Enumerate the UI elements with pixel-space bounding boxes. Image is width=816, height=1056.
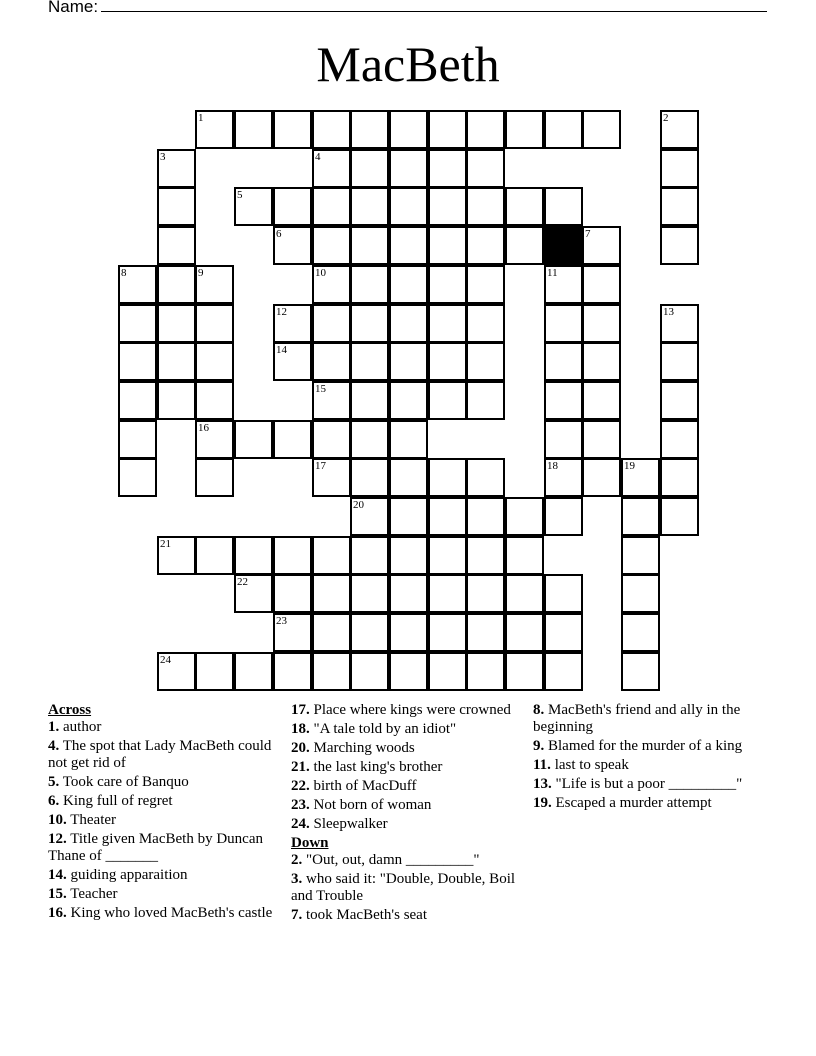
clue-text: Not born of woman bbox=[309, 797, 432, 813]
answer-cell[interactable] bbox=[466, 265, 505, 304]
clue-text: Teacher bbox=[66, 886, 118, 902]
clue-number: 21 bbox=[160, 538, 171, 550]
answer-cell[interactable] bbox=[389, 613, 428, 652]
clue-number: 5 bbox=[237, 189, 243, 201]
answer-cell[interactable] bbox=[466, 226, 505, 265]
answer-cell[interactable] bbox=[312, 226, 351, 265]
answer-cell[interactable] bbox=[157, 342, 196, 381]
clue-text: Marching woods bbox=[309, 740, 415, 756]
clue-cell-10[interactable] bbox=[312, 265, 351, 304]
answer-cell[interactable] bbox=[157, 187, 196, 226]
answer-cell[interactable] bbox=[544, 652, 583, 691]
answer-cell[interactable] bbox=[350, 536, 389, 575]
answer-cell[interactable] bbox=[544, 381, 583, 420]
clue-number: 18. bbox=[291, 721, 310, 737]
answer-cell[interactable] bbox=[466, 613, 505, 652]
clue-number: 9 bbox=[198, 267, 204, 279]
answer-cell[interactable] bbox=[505, 226, 544, 265]
answer-cell[interactable] bbox=[273, 110, 312, 149]
clue-cell-1[interactable] bbox=[195, 110, 234, 149]
answer-cell[interactable] bbox=[428, 226, 467, 265]
clue-number: 13. bbox=[533, 776, 552, 792]
answer-cell[interactable] bbox=[621, 574, 660, 613]
answer-cell[interactable] bbox=[157, 304, 196, 343]
down-clue-list-cont bbox=[533, 702, 773, 812]
answer-cell[interactable] bbox=[544, 613, 583, 652]
answer-cell[interactable] bbox=[428, 149, 467, 188]
clue-cell-15[interactable] bbox=[312, 381, 351, 420]
clue-cell-18[interactable] bbox=[544, 458, 583, 497]
clue-number: 2 bbox=[663, 112, 669, 124]
answer-cell[interactable] bbox=[389, 536, 428, 575]
clue-item bbox=[533, 776, 773, 793]
answer-cell[interactable] bbox=[389, 265, 428, 304]
clue-item bbox=[533, 702, 773, 736]
clue-number: 2. bbox=[291, 852, 303, 868]
answer-cell[interactable] bbox=[350, 613, 389, 652]
clue-number: 3. bbox=[291, 871, 303, 887]
answer-cell[interactable] bbox=[428, 652, 467, 691]
clue-text: "Life is but a poor _________" bbox=[551, 776, 743, 792]
answer-cell[interactable] bbox=[273, 420, 312, 459]
answer-cell[interactable] bbox=[544, 187, 583, 226]
answer-cell[interactable] bbox=[389, 652, 428, 691]
across-clue-list bbox=[48, 719, 273, 922]
clue-number: 24 bbox=[160, 654, 171, 666]
clue-item bbox=[48, 831, 273, 865]
answer-cell[interactable] bbox=[350, 652, 389, 691]
clue-number: 8 bbox=[121, 267, 127, 279]
clue-number: 23. bbox=[291, 797, 310, 813]
answer-cell[interactable] bbox=[428, 458, 467, 497]
answer-cell[interactable] bbox=[505, 497, 544, 536]
clue-cell-12[interactable] bbox=[273, 304, 312, 343]
answer-cell[interactable] bbox=[660, 420, 699, 459]
answer-cell[interactable] bbox=[660, 149, 699, 188]
answer-cell[interactable] bbox=[350, 458, 389, 497]
clue-text: author bbox=[59, 719, 102, 735]
clue-number: 21. bbox=[291, 759, 310, 775]
clue-item bbox=[48, 886, 273, 903]
clue-item bbox=[291, 721, 519, 738]
clue-number: 6. bbox=[48, 793, 60, 809]
clue-number: 14. bbox=[48, 867, 67, 883]
answer-cell[interactable] bbox=[234, 110, 273, 149]
clue-item bbox=[291, 852, 519, 869]
answer-cell[interactable] bbox=[621, 497, 660, 536]
across-clue-list-cont bbox=[291, 702, 519, 833]
answer-cell[interactable] bbox=[466, 652, 505, 691]
clue-cell-6[interactable] bbox=[273, 226, 312, 265]
clue-text: "A tale told by an idiot" bbox=[309, 721, 457, 737]
clue-number: 8. bbox=[533, 702, 545, 718]
clue-cell-8[interactable] bbox=[118, 265, 157, 304]
answer-cell[interactable] bbox=[195, 652, 234, 691]
answer-cell[interactable] bbox=[660, 497, 699, 536]
answer-cell[interactable] bbox=[466, 342, 505, 381]
answer-cell[interactable] bbox=[389, 574, 428, 613]
answer-cell[interactable] bbox=[234, 652, 273, 691]
answer-cell[interactable] bbox=[389, 304, 428, 343]
answer-cell[interactable] bbox=[234, 420, 273, 459]
clue-number: 11 bbox=[547, 267, 558, 279]
clue-cell-2[interactable] bbox=[660, 110, 699, 149]
answer-cell[interactable] bbox=[389, 187, 428, 226]
clue-cell-16[interactable] bbox=[195, 420, 234, 459]
clue-item bbox=[533, 738, 773, 755]
answer-cell[interactable] bbox=[389, 458, 428, 497]
answer-cell[interactable] bbox=[195, 304, 234, 343]
answer-cell[interactable] bbox=[312, 420, 351, 459]
clue-item bbox=[291, 778, 519, 795]
answer-cell[interactable] bbox=[350, 265, 389, 304]
down-heading: Down bbox=[291, 835, 329, 851]
clue-cell-13[interactable] bbox=[660, 304, 699, 343]
clue-number: 1 bbox=[198, 112, 204, 124]
clue-text: last to speak bbox=[550, 757, 629, 773]
answer-cell[interactable] bbox=[466, 536, 505, 575]
clue-item bbox=[48, 905, 273, 922]
clue-text: King who loved MacBeth's castle bbox=[66, 905, 273, 921]
clue-item bbox=[291, 759, 519, 776]
answer-cell[interactable] bbox=[118, 381, 157, 420]
clue-number: 19. bbox=[533, 795, 552, 811]
clue-number: 15 bbox=[315, 383, 326, 395]
clue-text: the last king's brother bbox=[309, 759, 443, 775]
clue-cell-22[interactable] bbox=[234, 574, 273, 613]
clue-number: 12 bbox=[276, 306, 287, 318]
answer-cell[interactable] bbox=[195, 536, 234, 575]
clue-number: 13 bbox=[663, 306, 674, 318]
clue-cell-24[interactable] bbox=[157, 652, 196, 691]
answer-cell[interactable] bbox=[312, 574, 351, 613]
clue-cell-11[interactable] bbox=[544, 265, 583, 304]
answer-cell[interactable] bbox=[389, 226, 428, 265]
clue-cell-19[interactable] bbox=[621, 458, 660, 497]
answer-cell[interactable] bbox=[582, 381, 621, 420]
clue-number: 3 bbox=[160, 151, 166, 163]
answer-cell[interactable] bbox=[621, 613, 660, 652]
clue-number: 24. bbox=[291, 816, 310, 832]
answer-cell[interactable] bbox=[660, 381, 699, 420]
clue-number: 5. bbox=[48, 774, 60, 790]
across-heading: Across bbox=[48, 702, 92, 718]
clue-number: 10 bbox=[315, 267, 326, 279]
clue-number: 16. bbox=[48, 905, 67, 921]
answer-cell[interactable] bbox=[118, 458, 157, 497]
answer-cell[interactable] bbox=[350, 574, 389, 613]
answer-cell[interactable] bbox=[582, 342, 621, 381]
black-square bbox=[544, 226, 583, 265]
answer-cell[interactable] bbox=[428, 613, 467, 652]
clue-text: Sleepwalker bbox=[309, 816, 388, 832]
answer-cell[interactable] bbox=[544, 497, 583, 536]
answer-cell[interactable] bbox=[582, 420, 621, 459]
clue-item bbox=[48, 793, 273, 810]
clue-item bbox=[48, 774, 273, 791]
answer-cell[interactable] bbox=[428, 574, 467, 613]
clue-item bbox=[291, 907, 519, 924]
clue-cell-5[interactable] bbox=[234, 187, 273, 226]
answer-cell[interactable] bbox=[466, 304, 505, 343]
clue-item bbox=[48, 719, 273, 736]
clue-number: 18 bbox=[547, 460, 558, 472]
answer-cell[interactable] bbox=[582, 110, 621, 149]
answer-cell[interactable] bbox=[582, 458, 621, 497]
clue-number: 22. bbox=[291, 778, 310, 794]
answer-cell[interactable] bbox=[660, 342, 699, 381]
answer-cell[interactable] bbox=[544, 420, 583, 459]
clues-column-1 bbox=[48, 702, 273, 924]
clue-text: Blamed for the murder of a king bbox=[544, 738, 743, 754]
clue-number: 17. bbox=[291, 702, 310, 718]
answer-cell[interactable] bbox=[505, 652, 544, 691]
clue-number: 16 bbox=[198, 422, 209, 434]
clue-number: 7. bbox=[291, 907, 303, 923]
clue-number: 17 bbox=[315, 460, 326, 472]
clue-item bbox=[533, 795, 773, 812]
answer-cell[interactable] bbox=[466, 381, 505, 420]
clue-text: Theater bbox=[66, 812, 117, 828]
answer-cell[interactable] bbox=[350, 304, 389, 343]
clue-number: 11. bbox=[533, 757, 551, 773]
answer-cell[interactable] bbox=[466, 187, 505, 226]
clue-number: 22 bbox=[237, 576, 248, 588]
clue-text: Took care of Banquo bbox=[59, 774, 189, 790]
clue-number: 15. bbox=[48, 886, 67, 902]
answer-cell[interactable] bbox=[389, 110, 428, 149]
answer-cell[interactable] bbox=[312, 187, 351, 226]
answer-cell[interactable] bbox=[428, 110, 467, 149]
answer-cell[interactable] bbox=[118, 304, 157, 343]
clue-number: 19 bbox=[624, 460, 635, 472]
clue-text: Escaped a murder attempt bbox=[551, 795, 712, 811]
clue-item bbox=[48, 812, 273, 829]
answer-cell[interactable] bbox=[544, 574, 583, 613]
answer-cell[interactable] bbox=[389, 381, 428, 420]
clue-number: 23 bbox=[276, 615, 287, 627]
answer-cell[interactable] bbox=[273, 187, 312, 226]
clue-text: MacBeth's friend and ally in the beginning bbox=[533, 702, 741, 735]
clue-text: birth of MacDuff bbox=[309, 778, 417, 794]
clue-number: 4 bbox=[315, 151, 321, 163]
clue-item bbox=[291, 797, 519, 814]
answer-cell[interactable] bbox=[389, 420, 428, 459]
clue-text: Place where kings were crowned bbox=[309, 702, 511, 718]
answer-cell[interactable] bbox=[466, 149, 505, 188]
puzzle-title: MacBeth bbox=[316, 36, 500, 92]
answer-cell[interactable] bbox=[350, 187, 389, 226]
clue-item bbox=[533, 757, 773, 774]
clue-cell-21[interactable] bbox=[157, 536, 196, 575]
clue-cell-9[interactable] bbox=[195, 265, 234, 304]
answer-cell[interactable] bbox=[273, 536, 312, 575]
answer-cell[interactable] bbox=[350, 420, 389, 459]
answer-cell[interactable] bbox=[428, 304, 467, 343]
answer-cell[interactable] bbox=[582, 304, 621, 343]
clue-item bbox=[291, 871, 519, 905]
answer-cell[interactable] bbox=[312, 613, 351, 652]
clue-text: took MacBeth's seat bbox=[302, 907, 428, 923]
down-clue-list bbox=[291, 852, 519, 924]
clues-column-3 bbox=[533, 702, 773, 814]
answer-cell[interactable] bbox=[505, 110, 544, 149]
answer-cell[interactable] bbox=[544, 304, 583, 343]
answer-cell[interactable] bbox=[157, 381, 196, 420]
answer-cell[interactable] bbox=[157, 265, 196, 304]
clue-number: 20 bbox=[353, 499, 364, 511]
answer-cell[interactable] bbox=[428, 536, 467, 575]
clue-number: 9. bbox=[533, 738, 545, 754]
answer-cell[interactable] bbox=[505, 613, 544, 652]
answer-cell[interactable] bbox=[389, 342, 428, 381]
answer-cell[interactable] bbox=[195, 342, 234, 381]
answer-cell[interactable] bbox=[466, 497, 505, 536]
answer-cell[interactable] bbox=[544, 342, 583, 381]
answer-cell[interactable] bbox=[273, 574, 312, 613]
answer-cell[interactable] bbox=[428, 497, 467, 536]
answer-cell[interactable] bbox=[428, 342, 467, 381]
answer-cell[interactable] bbox=[660, 458, 699, 497]
clue-text: who said it: "Double, Double, Boil and Trouble bbox=[291, 871, 516, 904]
clue-item bbox=[48, 867, 273, 884]
clue-text: Title given MacBeth by Duncan Thane of _______ bbox=[48, 831, 263, 864]
name-label: Name: bbox=[48, 0, 99, 16]
answer-cell[interactable] bbox=[660, 226, 699, 265]
answer-cell[interactable] bbox=[350, 381, 389, 420]
clue-item bbox=[291, 702, 519, 719]
answer-cell[interactable] bbox=[389, 149, 428, 188]
answer-cell[interactable] bbox=[118, 342, 157, 381]
clue-number: 6 bbox=[276, 228, 282, 240]
clue-number: 10. bbox=[48, 812, 67, 828]
clue-item bbox=[291, 740, 519, 757]
answer-cell[interactable] bbox=[428, 265, 467, 304]
answer-cell[interactable] bbox=[312, 110, 351, 149]
clue-text: "Out, out, damn _________" bbox=[302, 852, 480, 868]
clue-text: The spot that Lady MacBeth could not get rid of bbox=[48, 738, 272, 771]
answer-cell[interactable] bbox=[350, 110, 389, 149]
clue-cell-23[interactable] bbox=[273, 613, 312, 652]
clue-cell-3[interactable] bbox=[157, 149, 196, 188]
clue-number: 4. bbox=[48, 738, 60, 754]
answer-cell[interactable] bbox=[505, 187, 544, 226]
answer-cell[interactable] bbox=[660, 187, 699, 226]
answer-cell[interactable] bbox=[118, 420, 157, 459]
clue-item bbox=[291, 816, 519, 833]
answer-cell[interactable] bbox=[505, 536, 544, 575]
answer-cell[interactable] bbox=[195, 458, 234, 497]
clue-text: guiding apparaition bbox=[66, 867, 188, 883]
answer-cell[interactable] bbox=[621, 652, 660, 691]
answer-cell[interactable] bbox=[312, 342, 351, 381]
answer-cell[interactable] bbox=[544, 110, 583, 149]
answer-cell[interactable] bbox=[350, 149, 389, 188]
clue-number: 14 bbox=[276, 344, 287, 356]
clue-number: 1. bbox=[48, 719, 60, 735]
answer-cell[interactable] bbox=[312, 536, 351, 575]
clue-cell-14[interactable] bbox=[273, 342, 312, 381]
clue-item bbox=[48, 738, 273, 772]
answer-cell[interactable] bbox=[350, 226, 389, 265]
answer-cell[interactable] bbox=[312, 304, 351, 343]
clue-cell-4[interactable] bbox=[312, 149, 351, 188]
clue-text: King full of regret bbox=[59, 793, 173, 809]
answer-cell[interactable] bbox=[582, 265, 621, 304]
answer-cell[interactable] bbox=[389, 497, 428, 536]
clue-number: 12. bbox=[48, 831, 67, 847]
answer-cell[interactable] bbox=[466, 458, 505, 497]
clue-number: 7 bbox=[585, 228, 591, 240]
answer-cell[interactable] bbox=[428, 381, 467, 420]
clue-cell-17[interactable] bbox=[312, 458, 351, 497]
clue-cell-20[interactable] bbox=[350, 497, 389, 536]
answer-cell[interactable] bbox=[273, 652, 312, 691]
clues-column-2 bbox=[291, 702, 519, 926]
answer-cell[interactable] bbox=[195, 381, 234, 420]
answer-cell[interactable] bbox=[312, 652, 351, 691]
answer-cell[interactable] bbox=[428, 187, 467, 226]
answer-cell[interactable] bbox=[466, 574, 505, 613]
answer-cell[interactable] bbox=[157, 226, 196, 265]
answer-cell[interactable] bbox=[621, 536, 660, 575]
clue-number: 20. bbox=[291, 740, 310, 756]
answer-cell[interactable] bbox=[505, 574, 544, 613]
clue-cell-7[interactable] bbox=[582, 226, 621, 265]
answer-cell[interactable] bbox=[234, 536, 273, 575]
answer-cell[interactable] bbox=[350, 342, 389, 381]
answer-cell[interactable] bbox=[466, 110, 505, 149]
